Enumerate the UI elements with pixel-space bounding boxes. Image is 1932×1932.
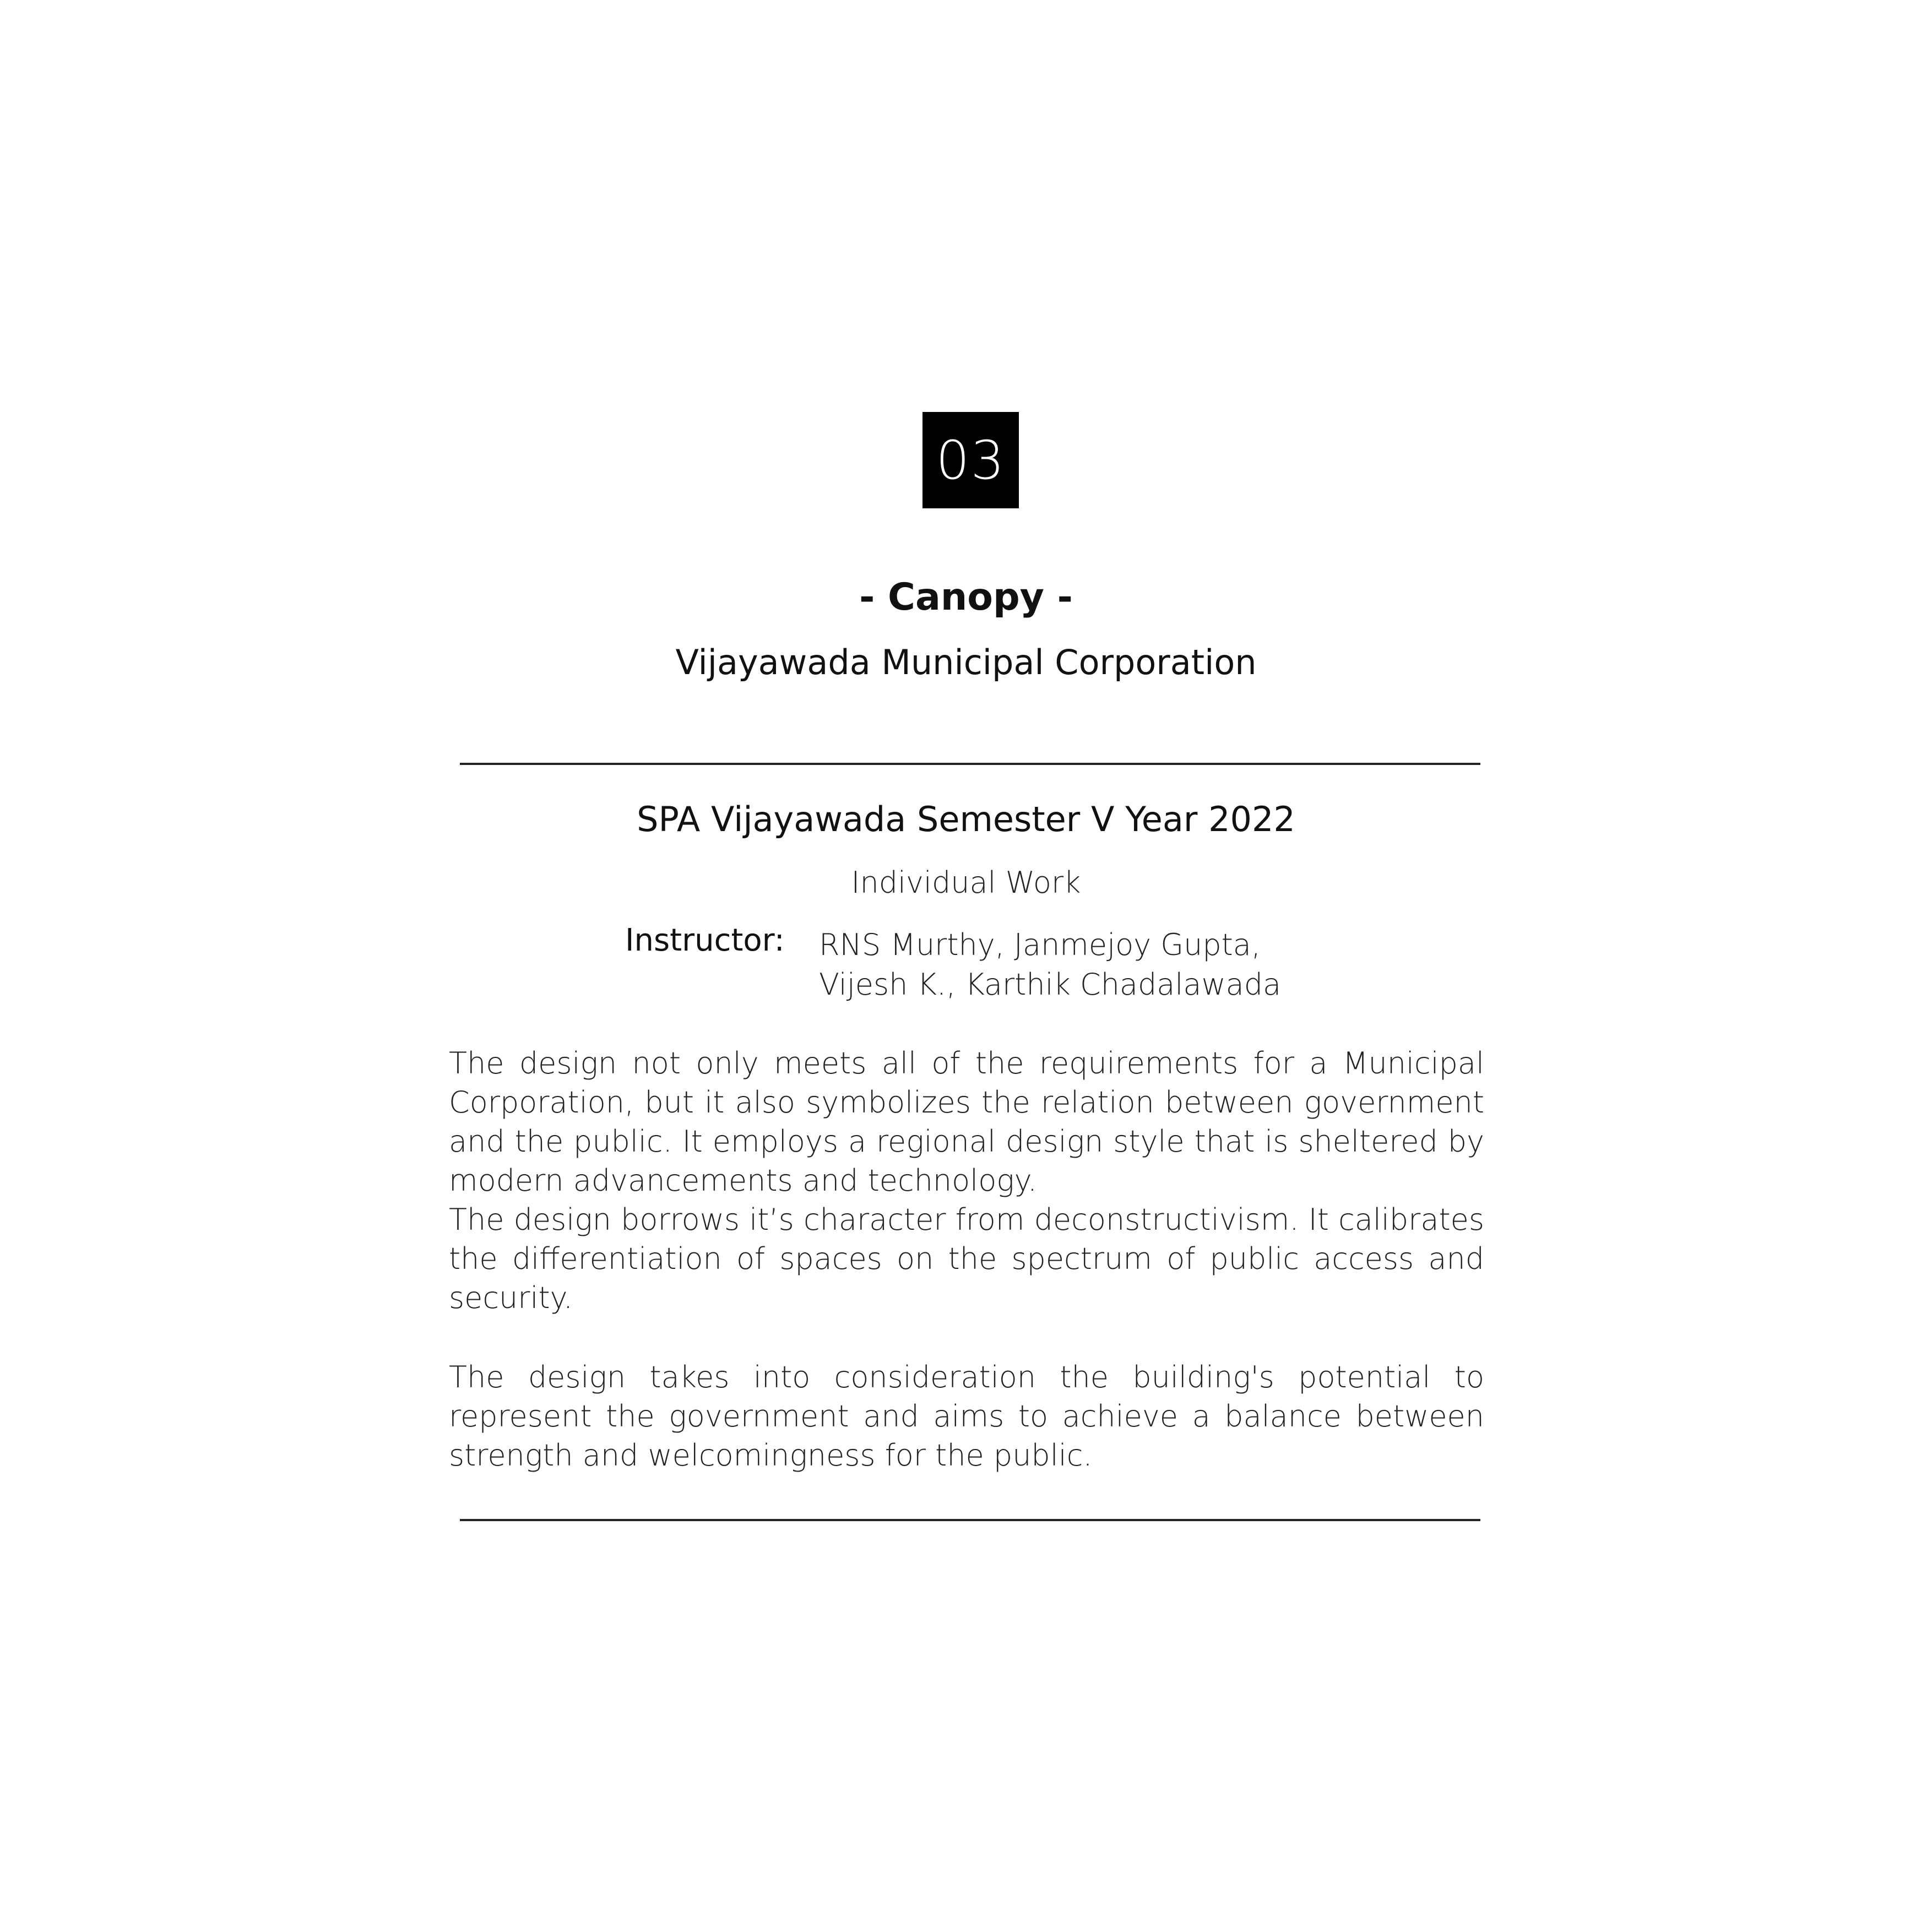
- project-title: - Canopy -: [859, 576, 1073, 619]
- course-info: SPA Vijayawada Semester V Year 2022: [637, 799, 1295, 839]
- description-paragraph-1b: The design borrows it’s character from deconstructivism. It calibrates the differentiation of spaces on the spectrum of public access and security.: [449, 1202, 1484, 1315]
- description-block-2: [449, 1358, 1484, 1475]
- description-paragraph-1a: The design not only meets all of the requirements for a Municipal Corporation, but it also symbolizes the relation between government and the public. It employs a regional design style that is sheltered by modern advancements and technology.: [449, 1046, 1484, 1198]
- page-number-badge: 03: [922, 412, 1019, 508]
- project-client: Vijayawada Municipal Corporation: [675, 642, 1257, 682]
- instructor-names: [819, 925, 1281, 1005]
- description-block-1: [449, 1044, 1484, 1317]
- instructor-label: Instructor:: [625, 922, 785, 958]
- description-paragraph-2: The design takes into consideration the building's potential to represent the government and aims to achieve a balance between strength and welcomingness for the public.: [449, 1360, 1484, 1473]
- work-type: Individual Work: [851, 865, 1081, 900]
- instructor-names-line-2: Vijesh K., Karthik Chadalawada: [819, 967, 1282, 1002]
- bottom-divider: [460, 1519, 1480, 1521]
- top-divider: [460, 763, 1480, 765]
- instructor-names-line-1: RNS Murthy, Janmejoy Gupta,: [819, 927, 1261, 962]
